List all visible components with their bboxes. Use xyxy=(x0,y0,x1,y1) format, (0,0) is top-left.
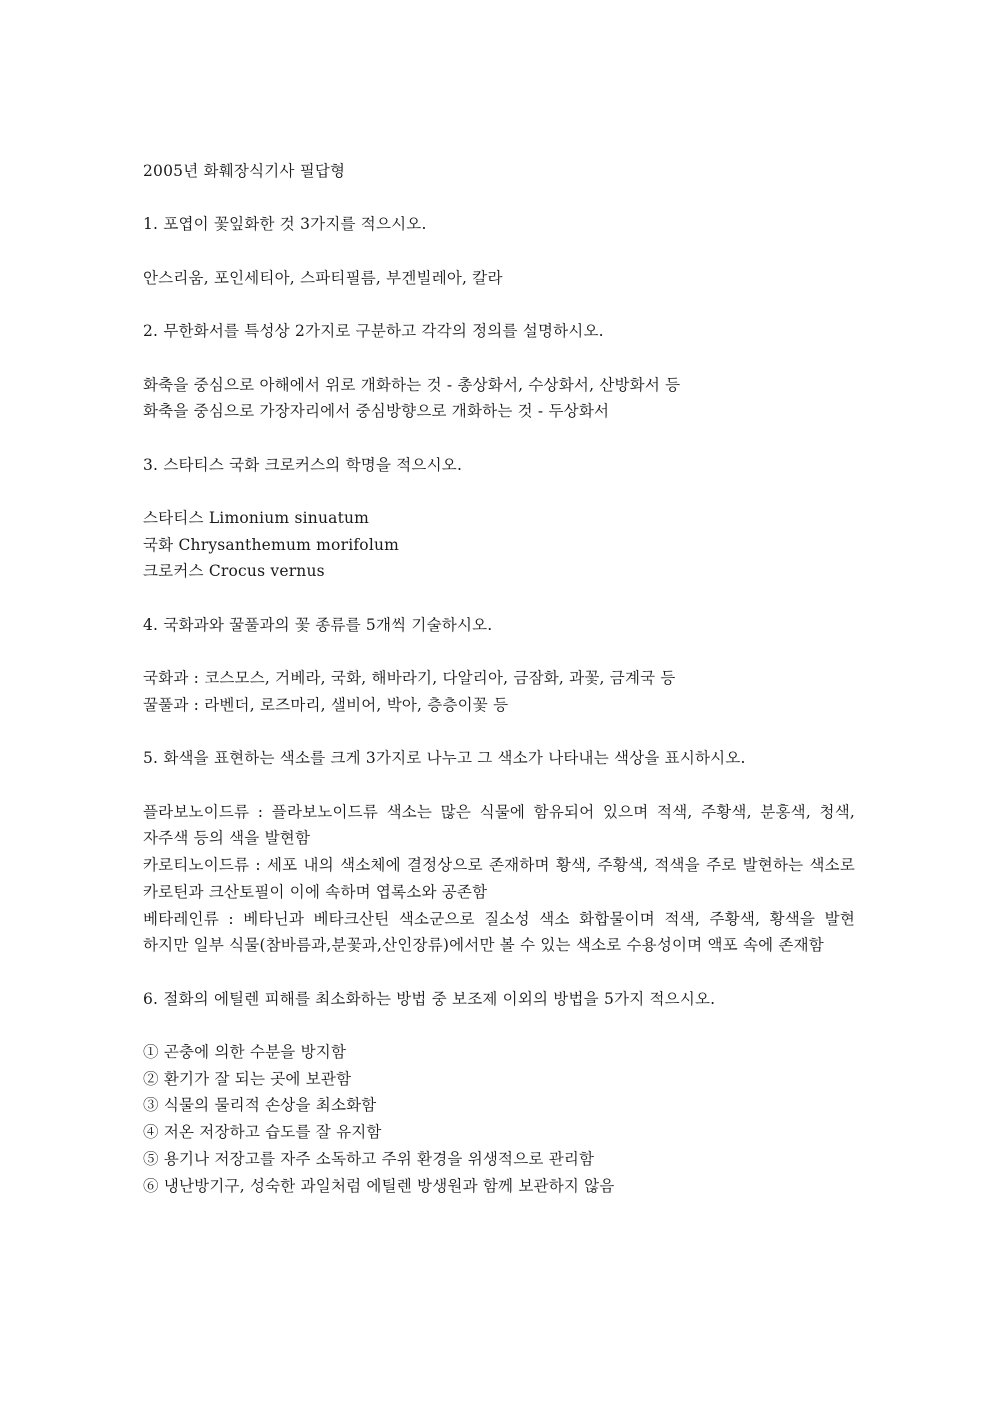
spacer xyxy=(143,772,855,799)
answer-6-item: ④ 저온 저장하고 습도를 잘 유지함 xyxy=(143,1123,382,1142)
question-1: 1. 포엽이 꽃잎화한 것 3가지를 적으시오. xyxy=(143,215,427,234)
answer-2-line: 화축을 중심으로 아해에서 위로 개화하는 것 - 총상화서, 수상화서, 산방화서 등 xyxy=(143,375,681,394)
spacer xyxy=(143,585,855,612)
question-5: 5. 화색을 표현하는 색소를 크게 3가지로 나누고 그 색소가 나타내는 색상을 표시하시오. xyxy=(143,749,746,768)
document-title: 2005년 화훼장식기사 필답형 xyxy=(143,162,346,180)
answer-2-line: 화축을 중심으로 가장자리에서 중심방향으로 개화하는 것 - 두상화서 xyxy=(143,402,610,421)
question-4: 4. 국화과와 꿀풀과의 꽃 종류를 5개씩 기술하시오. xyxy=(143,615,493,634)
question-3: 3. 스타티스 국화 크로커스의 학명을 적으시오. xyxy=(143,455,463,474)
document-body xyxy=(143,158,855,1199)
question-6: 6. 절화의 에틸렌 피해를 최소화하는 방법 중 보조제 이외의 방법을 5가지 적으시오. xyxy=(143,989,716,1008)
answer-6-item: ⑥ 냉난방기구, 성숙한 과일처럼 에틸렌 방생원과 함께 보관하지 않음 xyxy=(143,1176,615,1195)
spacer xyxy=(143,238,855,265)
spacer xyxy=(143,639,855,666)
answer-3-line: 스타티스 Limonium sinuatum xyxy=(143,509,370,528)
question-2: 2. 무한화서를 특성상 2가지로 구분하고 각각의 정의를 설명하시오. xyxy=(143,322,604,341)
spacer xyxy=(143,425,855,452)
answer-6-item: ② 환기가 잘 되는 곳에 보관함 xyxy=(143,1069,352,1088)
spacer xyxy=(143,291,855,318)
answer-5-paragraph: 플라보노이드류 : 플라보노이드류 색소는 많은 식물에 함유되어 있으며 적색, 주황색, 분홍색, 청색, 자주색 등의 색을 발현함 xyxy=(143,802,855,848)
answer-5-paragraph: 베타레인류 : 베타닌과 베타크산틴 색소군으로 질소성 색소 화합물이며 적색, 주황색, 황색을 발현 하지만 일부 식물(참바름과,분꽃과,산인장류)에서만 볼 수 있는 색소로 수용성이며 액포 속에 존재함 xyxy=(143,909,855,955)
spacer xyxy=(143,185,855,212)
answer-3-line: 크로커스 Crocus vernus xyxy=(143,562,325,581)
answer-6-item: ③ 식물의 물리적 손상을 최소화함 xyxy=(143,1096,377,1115)
spacer xyxy=(143,959,855,986)
answer-1: 안스리움, 포인세티아, 스파티필름, 부겐빌레아, 칼라 xyxy=(143,268,503,287)
answer-6-item: ① 곤충에 의한 수분을 방지함 xyxy=(143,1043,347,1062)
answer-5-paragraph: 카로티노이드류 : 세포 내의 색소체에 결정상으로 존재하며 황색, 주황색, 적색을 주로 발현하는 색소로 카로틴과 크산토필이 이에 속하며 엽록소와 공존함 xyxy=(143,856,855,901)
spacer xyxy=(143,719,855,746)
spacer xyxy=(143,345,855,372)
answer-6-item: ⑤ 용기나 저장고를 자주 소독하고 주위 환경을 위생적으로 관리함 xyxy=(143,1149,595,1168)
answer-4-line: 국화과 : 코스모스, 거베라, 국화, 해바라기, 다알리아, 금잠화, 과꽃, 금계국 등 xyxy=(143,669,676,688)
spacer xyxy=(143,478,855,505)
spacer xyxy=(143,1012,855,1039)
answer-3-line: 국화 Chrysanthemum morifolum xyxy=(143,535,400,554)
answer-4-line: 꿀풀과 : 라벤더, 로즈마리, 샐비어, 박아, 층층이꽃 등 xyxy=(143,695,509,714)
